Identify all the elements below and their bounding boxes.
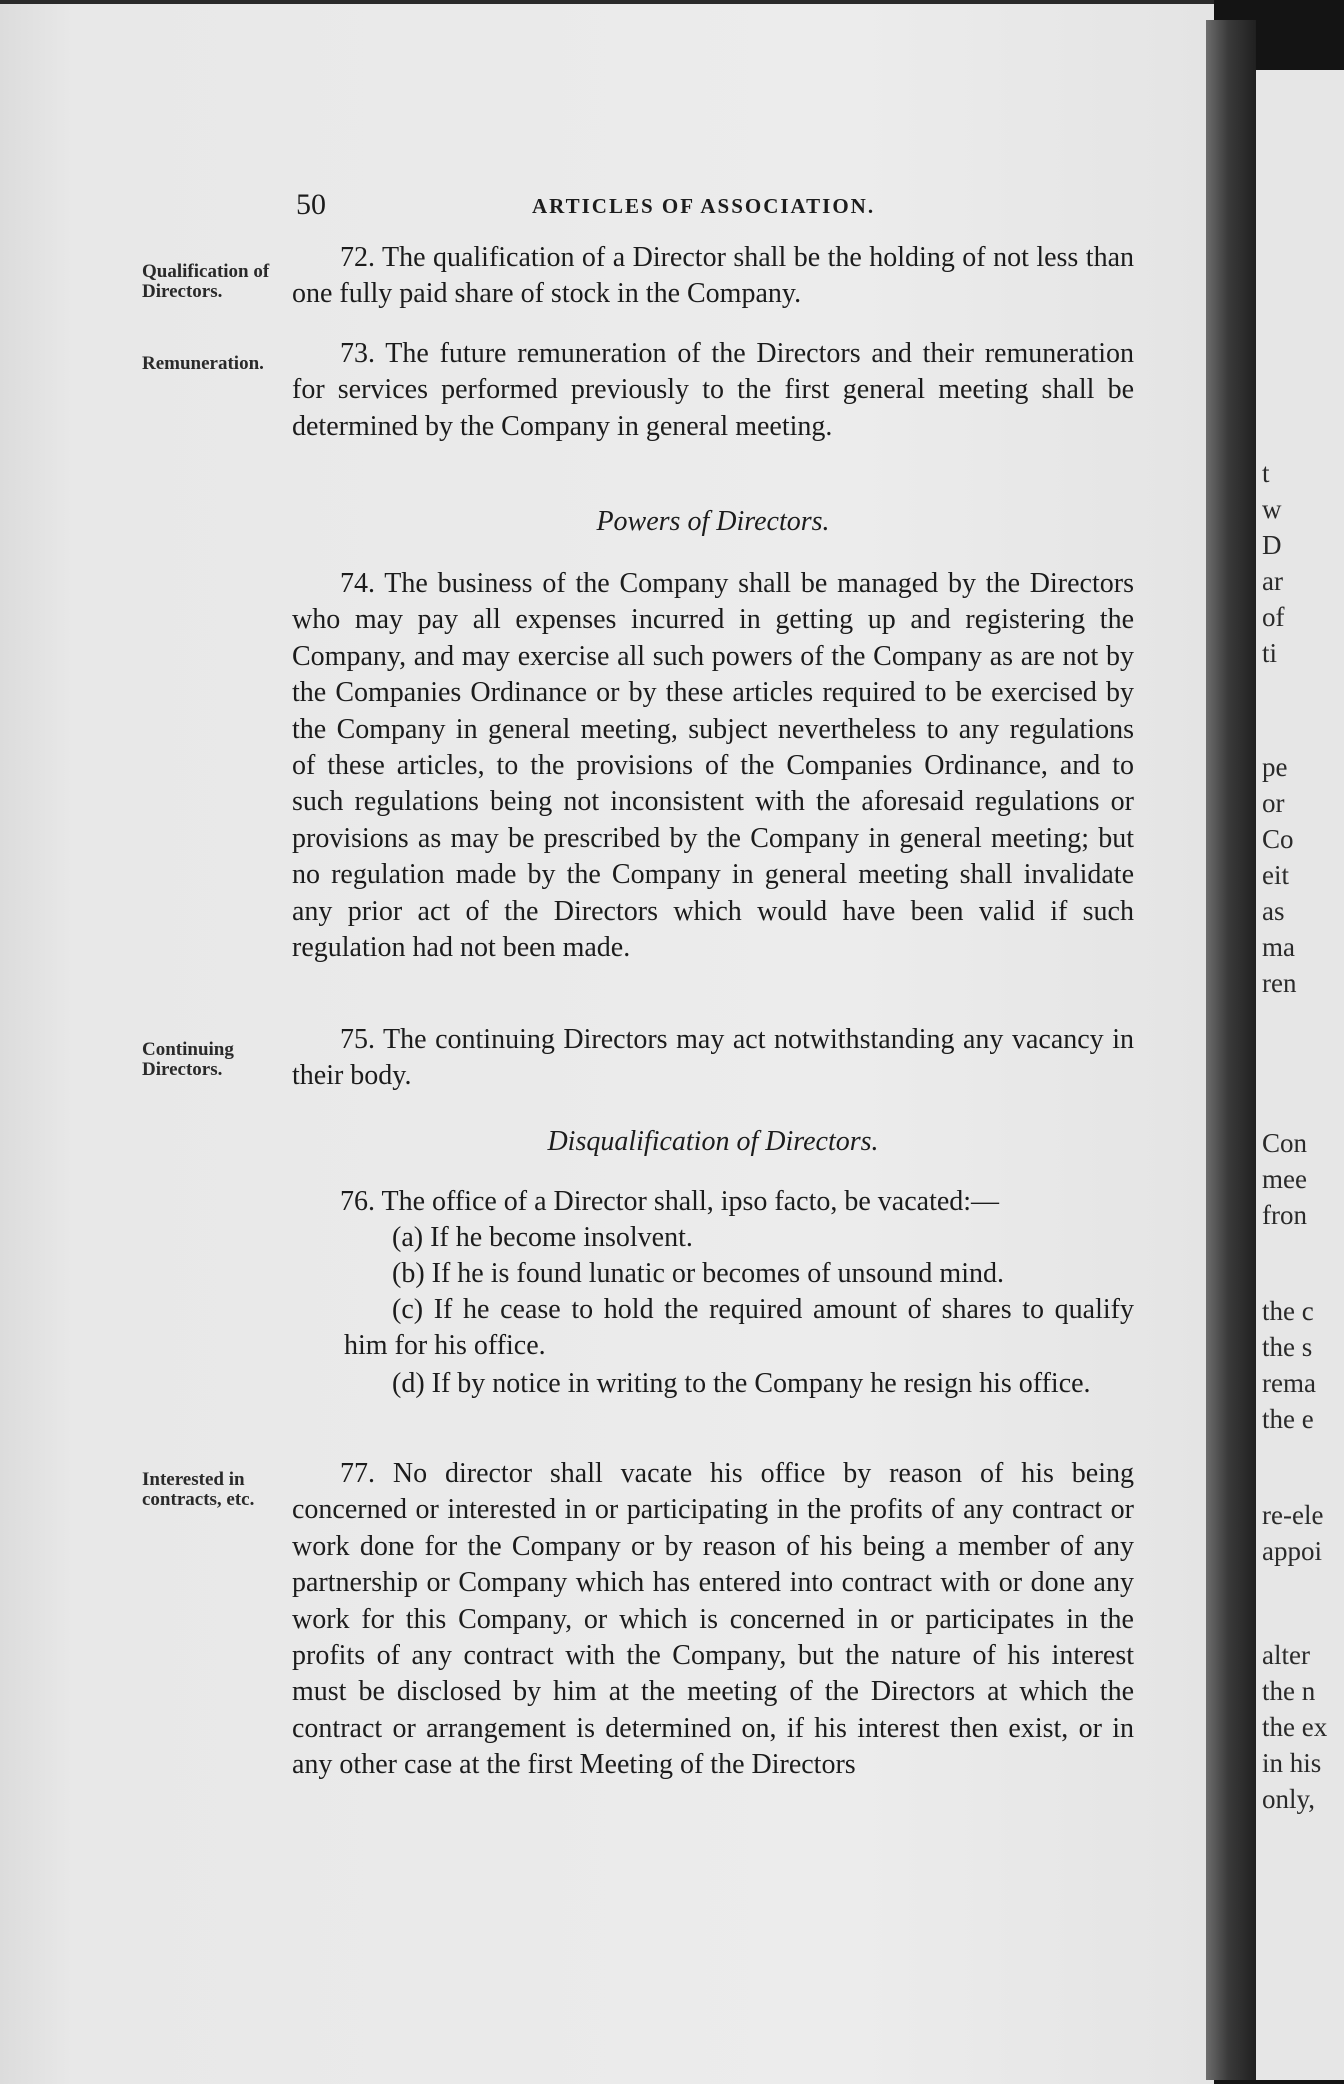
fragment: alter <box>1262 1640 1310 1670</box>
fragment: pe <box>1262 752 1288 782</box>
fragment: the s <box>1262 1332 1313 1362</box>
fragment: the e <box>1262 1404 1314 1434</box>
section-heading-powers: Powers of Directors. <box>596 506 830 537</box>
article-76-intro: 76. The office of a Director shall, ipso facto, be vacated:— <box>340 1186 1000 1217</box>
article-76-item-a: (a) If he become insolvent. <box>392 1222 693 1253</box>
fragment: the c <box>1262 1296 1314 1326</box>
fragment: rema <box>1262 1368 1316 1398</box>
section-heading-disqualification: Disqualification of Directors. <box>547 1126 879 1157</box>
fragment: mee <box>1262 1164 1307 1194</box>
fragment: ma <box>1262 932 1295 962</box>
fragment: w <box>1262 494 1282 524</box>
fragment: ren <box>1262 968 1297 998</box>
article-75: 75. The continuing Directors may act notwithstanding any vacancy in their body. <box>292 1024 1134 1092</box>
fragment: the ex <box>1262 1712 1328 1742</box>
fragment: re-ele <box>1262 1500 1324 1530</box>
margin-note-interested: Interested in contracts, etc. <box>142 1469 255 1510</box>
fragment: fron <box>1262 1200 1307 1230</box>
article-76-item-d: (d) If by notice in writing to the Company he resign his office. <box>392 1368 1091 1399</box>
article-73: 73. The future remuneration of the Directors and their remuneration for services performed previously to the first general meeting shall be determined by the Company in general meeting. <box>292 338 1134 442</box>
fragment: of <box>1262 602 1285 632</box>
fragment: D <box>1262 530 1282 560</box>
next-page-edge <box>1256 70 1344 2080</box>
article-77: 77. No director shall vacate his office by reason of his being concerned or interested in or participating in the profits of any contract or work done for the Company or by reason of his being a member of any partnership or Company which has entered into contract with or done any work for this Company, or which is concerned in or participates in the profits of any contract with the Company, but the nature of his interest must be disclosed by him at the meeting of the Directors at which the contract or arrangement is determined on, if his interest then exist, or in any other case at the first Meeting of the Directors <box>292 1458 1134 1781</box>
page-number: 50 <box>296 188 326 221</box>
margin-note-continuing: Continuing Directors. <box>142 1039 234 1080</box>
fragment: eit <box>1262 860 1289 890</box>
margin-note-remuneration: Remuneration. <box>142 353 264 374</box>
fragment: Co <box>1262 824 1294 854</box>
fragment: as <box>1262 896 1285 926</box>
fragment: ar <box>1262 566 1283 596</box>
article-74: 74. The business of the Company shall be managed by the Directors who may pay all expenses incurred in getting up and registering the Company, and may exercise all such powers of the Company as are not by the Companies Ordinance or by these articles required to be exercised by the Company in general meeting, subject nevertheless to any regulations of these articles, to the provisions of the Companies Ordinance, and to such regulations being not inconsistent with the aforesaid regulations or provisions as may be prescribed by the Company in general meeting; but no regulation made by the Company in general meeting shall invalidate any prior act of the Directors which would have been valid if such regulation had not been made. <box>292 568 1134 964</box>
fragment: or <box>1262 788 1285 818</box>
fragment: in his <box>1262 1748 1322 1778</box>
fragment: ti <box>1262 638 1278 668</box>
fragment: t <box>1262 458 1270 488</box>
fragment: only, <box>1262 1784 1315 1814</box>
article-72: 72. The qualification of a Director shall be the holding of not less than one fully paid share of stock in the Company. <box>292 242 1134 310</box>
running-title: ARTICLES OF ASSOCIATION. <box>532 194 876 218</box>
article-76-item-b: (b) If he is found lunatic or becomes of unsound mind. <box>392 1258 1004 1289</box>
fragment: appoi <box>1262 1536 1322 1566</box>
book-gutter <box>1206 20 1256 2080</box>
page-header <box>290 188 1130 228</box>
article-76-item-c: (c) If he cease to hold the required amount of shares to qualify him for his office. <box>344 1294 1134 1362</box>
margin-note-qualification: Qualification of Directors. <box>142 261 270 302</box>
fragment: Con <box>1262 1128 1308 1158</box>
fragment: the n <box>1262 1676 1316 1706</box>
